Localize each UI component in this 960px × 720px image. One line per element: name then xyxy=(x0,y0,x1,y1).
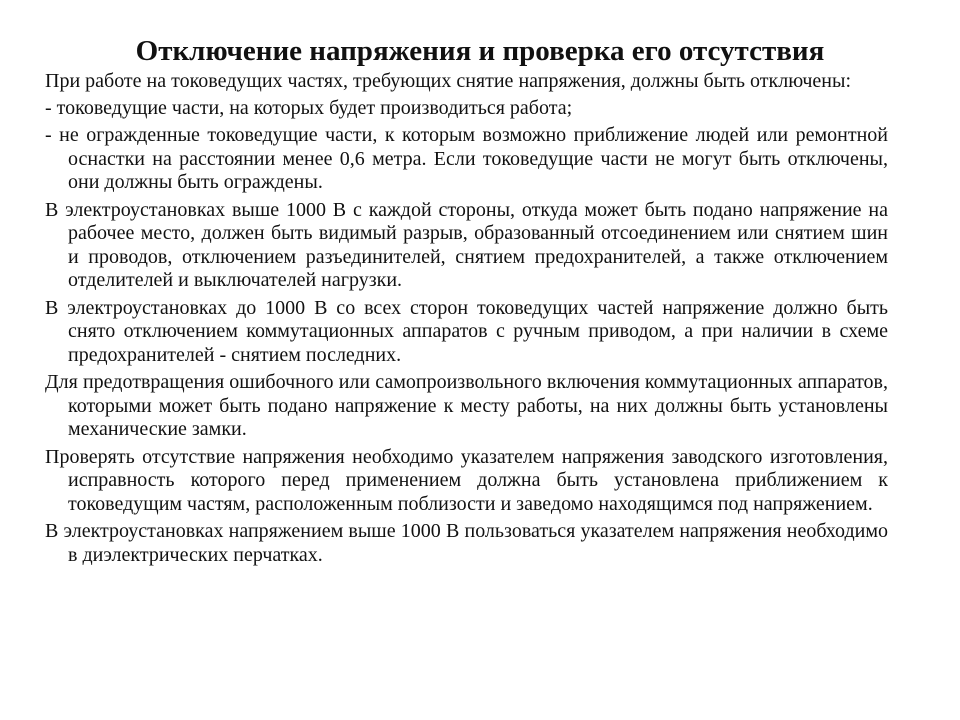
paragraph-intro: При работе на токоведущих частях, требующих снятие напряжения, должны быть отключены: xyxy=(45,70,852,92)
paragraph-dielectric-gloves: В электроустановках напряжением выше 1000 В пользоваться указателем напряжения необходимо в диэлектрических перчатках. xyxy=(45,520,888,566)
slide-body xyxy=(45,70,888,571)
paragraph-voltage-check: Проверять отсутствие напряжения необходимо указателем напряжения заводского изготовления, исправность которого перед применением должна быть установлена приближением к токоведущим частям, расположенным поблизости и заведомо находящимся под напряжением. xyxy=(45,445,888,515)
paragraph-below-1000v: В электроустановках до 1000 В со всех сторон токоведущих частей напряжение должно быть снято отключением коммутационных аппаратов с ручным приводом, а при наличии в схеме предохранителей - снятием последних. xyxy=(45,296,888,366)
paragraph-live-parts: - токоведущие части, на которых будет производиться работа; xyxy=(45,96,573,119)
paragraph-unfenced-parts: - не огражденные токоведущие части, к которым возможно приближение людей или ремонтной оснастки на расстоянии менее 0,6 метра. Если токоведущие части не могут быть отключены, они должны быть ограждены. xyxy=(45,124,888,193)
paragraph-mechanical-locks: Для предотвращения ошибочного или самопроизвольного включения коммутационных аппаратов, которыми может быть подано напряжение к месту работы, на них должны быть установлены механические замки. xyxy=(45,371,888,440)
paragraph-above-1000v: В электроустановках выше 1000 В с каждой стороны, откуда может быть подано напряжение на рабочее место, должен быть видимый разрыв, образованный отсоединением или снятием шин и проводов, отключением разъединителей, снятием предохранителей, а также отключением отделителей и выключателей нагрузки. xyxy=(45,198,888,291)
slide-title: Отключение напряжения и проверка его отсутствия xyxy=(135,35,825,67)
